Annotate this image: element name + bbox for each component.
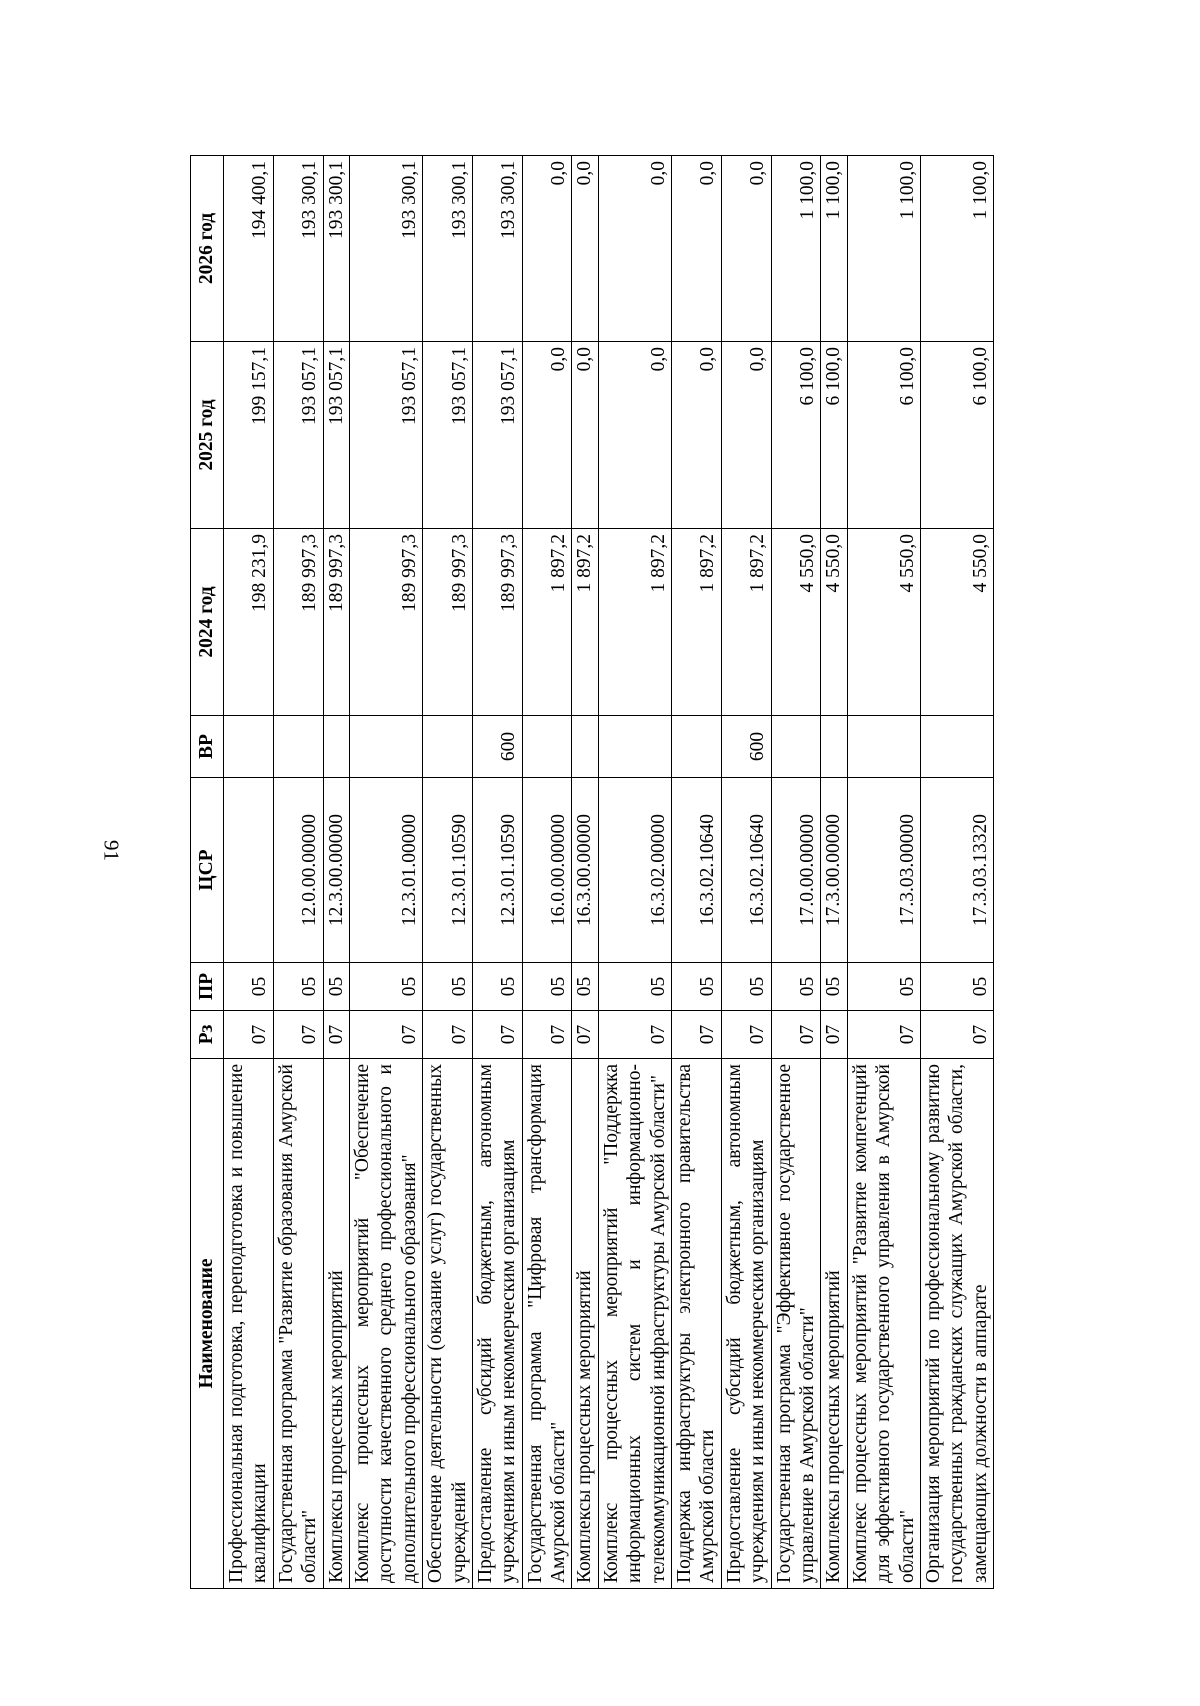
row-csr: 16.3.02.10640 bbox=[721, 778, 771, 963]
row-pr: 05 bbox=[572, 963, 598, 1011]
row-2026: 0,0 bbox=[721, 156, 771, 342]
table-row bbox=[273, 156, 323, 1589]
row-2026: 193 300,1 bbox=[273, 156, 323, 342]
row-pr: 05 bbox=[224, 963, 274, 1011]
row-2024: 189 997,3 bbox=[423, 529, 473, 716]
table-row bbox=[847, 156, 920, 1589]
row-rz: 07 bbox=[672, 1011, 722, 1059]
table-row bbox=[821, 156, 847, 1589]
row-rz: 07 bbox=[323, 1011, 349, 1059]
row-vr bbox=[672, 716, 722, 778]
row-2025: 199 157,1 bbox=[224, 342, 274, 529]
row-2026: 0,0 bbox=[598, 156, 671, 342]
row-2025: 6 100,0 bbox=[821, 342, 847, 529]
row-csr bbox=[224, 778, 274, 963]
table-row bbox=[771, 156, 821, 1589]
header-rz: Рз bbox=[191, 1011, 224, 1059]
row-pr: 05 bbox=[847, 963, 920, 1011]
row-2025: 0,0 bbox=[721, 342, 771, 529]
row-name: Предоставление субсидий бюджетным, автономным учреждениям и иным некоммерческим организациям bbox=[721, 1059, 771, 1589]
row-2024: 1 897,2 bbox=[598, 529, 671, 716]
row-2024: 1 897,2 bbox=[522, 529, 572, 716]
row-vr: 600 bbox=[721, 716, 771, 778]
row-pr: 05 bbox=[920, 963, 993, 1011]
row-name: Комплексы процессных мероприятий bbox=[323, 1059, 349, 1589]
row-2026: 194 400,1 bbox=[224, 156, 274, 342]
row-csr: 16.0.00.00000 bbox=[522, 778, 572, 963]
row-2026: 1 100,0 bbox=[771, 156, 821, 342]
header-csr: ЦСР bbox=[191, 778, 224, 963]
row-pr: 05 bbox=[721, 963, 771, 1011]
row-2026: 1 100,0 bbox=[821, 156, 847, 342]
row-pr: 05 bbox=[771, 963, 821, 1011]
row-pr: 05 bbox=[349, 963, 422, 1011]
row-2024: 1 897,2 bbox=[672, 529, 722, 716]
row-csr: 12.3.01.00000 bbox=[349, 778, 422, 963]
row-rz: 07 bbox=[224, 1011, 274, 1059]
row-vr bbox=[522, 716, 572, 778]
row-pr: 05 bbox=[598, 963, 671, 1011]
row-name: Государственная программа "Цифровая трансформация Амурской области" bbox=[522, 1059, 572, 1589]
row-name: Комплекс процессных мероприятий "Обеспечение доступности качественного среднего профессионального и дополнительного профессионального образования" bbox=[349, 1059, 422, 1589]
row-vr bbox=[598, 716, 671, 778]
header-pr: ПР bbox=[191, 963, 224, 1011]
row-rz: 07 bbox=[423, 1011, 473, 1059]
row-rz: 07 bbox=[920, 1011, 993, 1059]
row-vr bbox=[572, 716, 598, 778]
row-csr: 17.3.00.00000 bbox=[821, 778, 847, 963]
row-2024: 189 997,3 bbox=[323, 529, 349, 716]
table-row bbox=[920, 156, 993, 1589]
table-row bbox=[224, 156, 274, 1589]
row-name: Организация мероприятий по профессиональному развитию государственных гражданских служащих Амурской области, замещающих должности в аппарате bbox=[920, 1059, 993, 1589]
row-rz: 07 bbox=[847, 1011, 920, 1059]
row-2024: 4 550,0 bbox=[920, 529, 993, 716]
row-rz: 07 bbox=[771, 1011, 821, 1059]
row-2024: 198 231,9 bbox=[224, 529, 274, 716]
row-vr bbox=[273, 716, 323, 778]
row-2026: 0,0 bbox=[522, 156, 572, 342]
row-csr: 12.3.01.10590 bbox=[472, 778, 522, 963]
row-name: Комплекс процессных мероприятий "Поддержка информационных систем и информационно-телекоммуникационной инфраструктуры Амурской области" bbox=[598, 1059, 671, 1589]
table-row bbox=[721, 156, 771, 1589]
row-vr bbox=[323, 716, 349, 778]
row-pr: 05 bbox=[423, 963, 473, 1011]
row-name: Поддержка инфраструктуры электронного правительства Амурской области bbox=[672, 1059, 722, 1589]
row-rz: 07 bbox=[522, 1011, 572, 1059]
row-name: Профессиональная подготовка, переподготовка и повышение квалификации bbox=[224, 1059, 274, 1589]
row-rz: 07 bbox=[349, 1011, 422, 1059]
row-rz: 07 bbox=[472, 1011, 522, 1059]
row-vr bbox=[821, 716, 847, 778]
row-2025: 0,0 bbox=[598, 342, 671, 529]
table-row bbox=[423, 156, 473, 1589]
header-name: Наименование bbox=[191, 1059, 224, 1589]
row-2025: 193 057,1 bbox=[273, 342, 323, 529]
header-2026: 2026 год bbox=[191, 156, 224, 342]
row-rz: 07 bbox=[572, 1011, 598, 1059]
row-2025: 193 057,1 bbox=[472, 342, 522, 529]
row-rz: 07 bbox=[598, 1011, 671, 1059]
row-csr: 12.0.00.00000 bbox=[273, 778, 323, 963]
row-2024: 4 550,0 bbox=[821, 529, 847, 716]
row-csr: 12.3.01.10590 bbox=[423, 778, 473, 963]
table-row bbox=[598, 156, 671, 1589]
row-2025: 6 100,0 bbox=[847, 342, 920, 529]
rotated-table-wrapper bbox=[190, 156, 1090, 1589]
row-2024: 189 997,3 bbox=[349, 529, 422, 716]
row-name: Комплексы процессных мероприятий bbox=[821, 1059, 847, 1589]
row-name: Государственная программа "Эффективное государственное управление в Амурской области" bbox=[771, 1059, 821, 1589]
row-2024: 189 997,3 bbox=[273, 529, 323, 716]
table-row bbox=[472, 156, 522, 1589]
row-2024: 1 897,2 bbox=[572, 529, 598, 716]
row-vr bbox=[349, 716, 422, 778]
row-name: Комплексы процессных мероприятий bbox=[572, 1059, 598, 1589]
row-name: Обеспечение деятельности (оказание услуг) государственных учреждений bbox=[423, 1059, 473, 1589]
header-2024: 2024 год bbox=[191, 529, 224, 716]
row-rz: 07 bbox=[721, 1011, 771, 1059]
header-2025: 2025 год bbox=[191, 342, 224, 529]
row-2025: 6 100,0 bbox=[771, 342, 821, 529]
row-2026: 193 300,1 bbox=[423, 156, 473, 342]
row-vr bbox=[771, 716, 821, 778]
table-row bbox=[323, 156, 349, 1589]
row-2026: 1 100,0 bbox=[847, 156, 920, 342]
row-2024: 4 550,0 bbox=[771, 529, 821, 716]
row-2025: 193 057,1 bbox=[323, 342, 349, 529]
row-pr: 05 bbox=[672, 963, 722, 1011]
row-pr: 05 bbox=[323, 963, 349, 1011]
row-2026: 1 100,0 bbox=[920, 156, 993, 342]
row-2026: 193 300,1 bbox=[323, 156, 349, 342]
budget-table bbox=[190, 155, 994, 1589]
row-name: Комплекс процессных мероприятий "Развитие компетенций для эффективного государственного управления в Амурской области" bbox=[847, 1059, 920, 1589]
row-vr: 600 bbox=[472, 716, 522, 778]
row-csr: 16.3.00.00000 bbox=[572, 778, 598, 963]
row-vr bbox=[224, 716, 274, 778]
table-row bbox=[349, 156, 422, 1589]
table-row bbox=[672, 156, 722, 1589]
row-2026: 193 300,1 bbox=[349, 156, 422, 342]
row-2024: 189 997,3 bbox=[472, 529, 522, 716]
row-csr: 17.3.03.00000 bbox=[847, 778, 920, 963]
row-name: Государственная программа "Развитие образования Амурской области" bbox=[273, 1059, 323, 1589]
row-2025: 0,0 bbox=[572, 342, 598, 529]
table-row bbox=[522, 156, 572, 1589]
row-vr bbox=[423, 716, 473, 778]
row-csr: 16.3.02.10640 bbox=[672, 778, 722, 963]
table-header-row bbox=[191, 156, 224, 1589]
row-2026: 0,0 bbox=[572, 156, 598, 342]
row-pr: 05 bbox=[821, 963, 847, 1011]
row-pr: 05 bbox=[273, 963, 323, 1011]
row-2026: 193 300,1 bbox=[472, 156, 522, 342]
row-2025: 0,0 bbox=[672, 342, 722, 529]
row-rz: 07 bbox=[821, 1011, 847, 1059]
row-rz: 07 bbox=[273, 1011, 323, 1059]
row-csr: 12.3.00.00000 bbox=[323, 778, 349, 963]
row-csr: 17.3.03.13320 bbox=[920, 778, 993, 963]
row-pr: 05 bbox=[472, 963, 522, 1011]
row-vr bbox=[847, 716, 920, 778]
row-2026: 0,0 bbox=[672, 156, 722, 342]
page-number: 91 bbox=[99, 840, 124, 861]
row-2025: 193 057,1 bbox=[349, 342, 422, 529]
table-row bbox=[572, 156, 598, 1589]
row-csr: 16.3.02.00000 bbox=[598, 778, 671, 963]
row-pr: 05 bbox=[522, 963, 572, 1011]
header-vr: ВР bbox=[191, 716, 224, 778]
row-2024: 4 550,0 bbox=[847, 529, 920, 716]
row-vr bbox=[920, 716, 993, 778]
row-2025: 0,0 bbox=[522, 342, 572, 529]
row-name: Предоставление субсидий бюджетным, автономным учреждениям и иным некоммерческим организациям bbox=[472, 1059, 522, 1589]
row-csr: 17.0.00.00000 bbox=[771, 778, 821, 963]
row-2025: 193 057,1 bbox=[423, 342, 473, 529]
row-2024: 1 897,2 bbox=[721, 529, 771, 716]
row-2025: 6 100,0 bbox=[920, 342, 993, 529]
